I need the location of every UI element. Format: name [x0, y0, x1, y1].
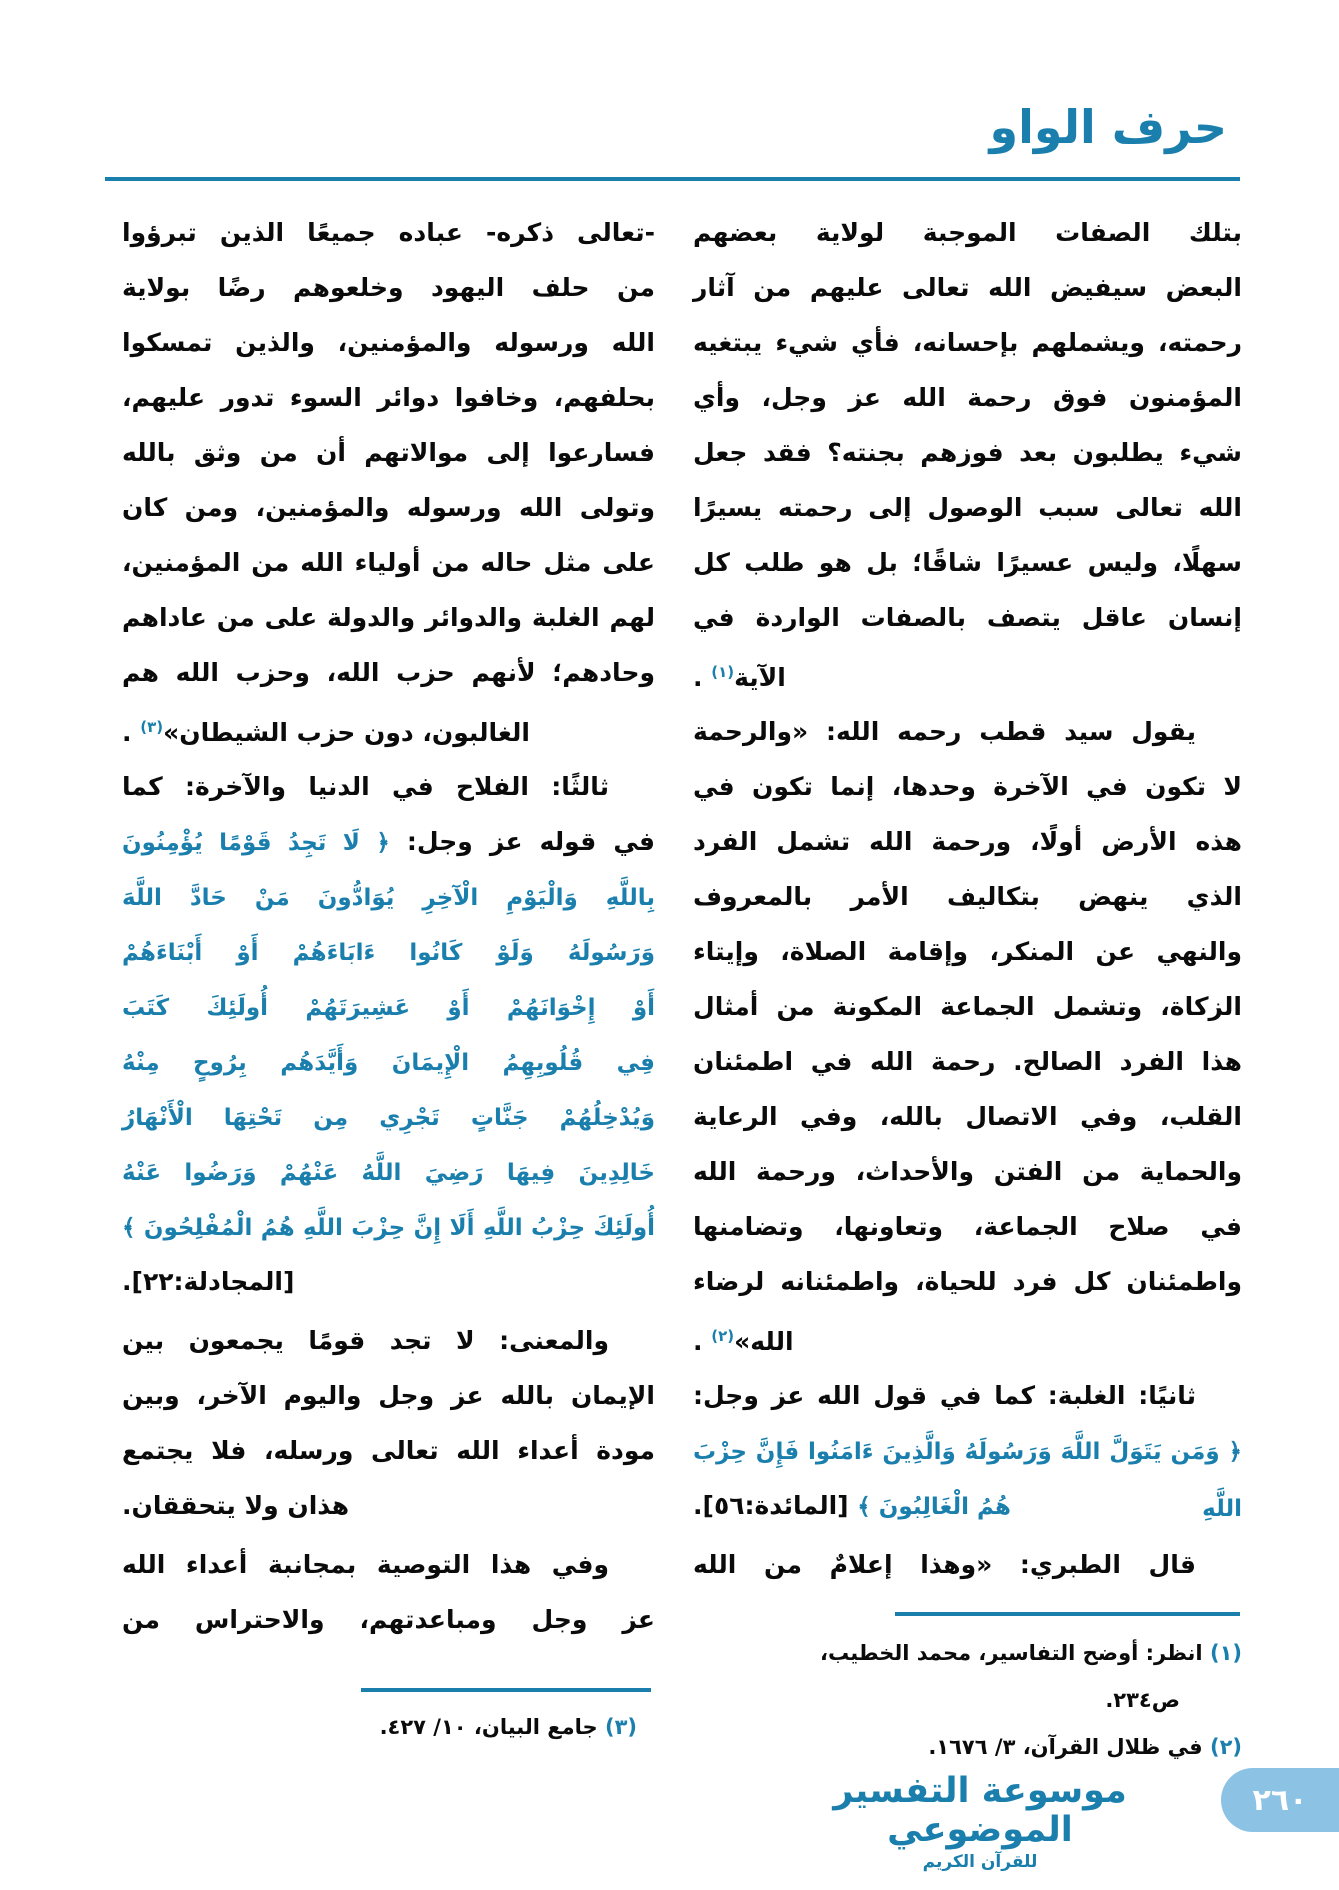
text-line	[122, 315, 655, 370]
text-line	[122, 535, 655, 590]
text-line	[693, 759, 1242, 814]
text-line	[693, 1144, 1242, 1199]
body-text: وفي هذا التوصية بمجانبة أعداء الله	[122, 1550, 609, 1579]
body-text: الإيمان بالله عز وجل واليوم الآخر، وبين	[122, 1381, 655, 1410]
text-line	[693, 645, 1242, 700]
footnote-ref: (١)	[711, 663, 735, 681]
text-line	[122, 1144, 655, 1199]
page-header-calligraphy: حرف الواو	[989, 100, 1227, 154]
body-text: والمعنى: لا تجد قومًا يجمعون بين	[122, 1326, 609, 1355]
body-text: [المائدة:٥٦].	[693, 1491, 858, 1520]
text-line	[122, 480, 655, 535]
text-line	[693, 1724, 1242, 1771]
text-line	[693, 315, 1242, 370]
body-text: الله ورسوله والمؤمنين، والذين تمسكوا	[122, 328, 655, 357]
body-text: هذا الفرد الصالح. رحمة الله في اطمئنان	[693, 1047, 1242, 1076]
quran-text: بِاللَّهِ وَالْيَوْمِ الْآخِرِ يُوَادُّونَ مَنْ حَادَّ اللَّهَ	[122, 885, 655, 911]
body-text: -تعالى ذكره- عباده جميعًا الذين تبرؤوا	[122, 218, 655, 247]
body-text: ثالثًا: الفلاح في الدنيا والآخرة: كما	[122, 772, 609, 801]
text-line	[122, 425, 655, 480]
text-line	[693, 1368, 1242, 1423]
text-line	[122, 205, 655, 260]
quran-text: ﴿ لَا تَجِدُ قَوْمًا يُؤْمِنُونَ	[122, 830, 390, 856]
body-text: .	[122, 718, 141, 747]
body-text: واطمئنان كل فرد للحياة، واطمئنانه لرضاء	[693, 1267, 1242, 1296]
body-text: من حلف اليهود وخلعوهم رضًا بولاية	[122, 273, 655, 302]
text-column-left	[122, 205, 655, 1647]
text-line	[693, 1254, 1242, 1309]
body-text: البعض سيفيض الله تعالى عليهم من آثار	[693, 273, 1242, 302]
footnote-text: ص٢٣٤.	[1105, 1688, 1180, 1712]
body-text: رحمته، ويشملهم بإحسانه، فأي شيء يبتغيه	[693, 328, 1242, 357]
text-line	[122, 759, 655, 814]
text-line	[122, 1089, 655, 1144]
quran-text: فِي قُلُوبِهِمُ الْإِيمَانَ وَأَيَّدَهُم بِرُوحٍ مِنْهُ	[122, 1050, 655, 1076]
body-text: على مثل حاله من أولياء الله من المؤمنين،	[122, 548, 655, 577]
text-line	[693, 979, 1242, 1034]
text-line	[122, 1478, 655, 1533]
text-line	[693, 704, 1242, 759]
footnotes-left	[122, 1704, 637, 1751]
body-text: يقول سيد قطب رحمه الله: «والرحمة	[693, 717, 1196, 746]
text-line	[122, 814, 655, 869]
text-line	[693, 1478, 1242, 1533]
text-line	[122, 1423, 655, 1478]
text-line	[693, 1199, 1242, 1254]
footnote-separator-left	[361, 1688, 651, 1692]
text-line	[693, 260, 1242, 315]
text-line	[122, 700, 655, 755]
body-text: وحادهم؛ لأنهم حزب الله، وحزب الله هم	[122, 658, 655, 687]
body-text: شيء يطلبون بعد فوزهم بجنته؟ فقد جعل	[693, 438, 1242, 467]
quran-text: وَيُدْخِلُهُمْ جَنَّاتٍ تَجْرِي مِن تَحْتِهَا الْأَنْهَارُ	[122, 1105, 655, 1131]
quran-text: وَرَسُولَهُ وَلَوْ كَانُوا ءَابَاءَهُمْ أَوْ أَبْنَاءَهُمْ	[122, 940, 655, 966]
quran-text: هُمُ الْغَالِبُونَ ﴾	[857, 1494, 1011, 1520]
text-line	[693, 1034, 1242, 1089]
body-text: مودة أعداء الله تعالى ورسله، فلا يجتمع	[122, 1436, 655, 1465]
body-text: المؤمنون فوق رحمة الله عز وجل، وأي	[693, 383, 1242, 412]
body-text: قال الطبري: «وهذا إعلامٌ من الله	[693, 1550, 1196, 1579]
text-line	[122, 1704, 637, 1751]
body-text: الذي ينهض بتكاليف الأمر بالمعروف	[693, 882, 1242, 911]
body-text: بتلك الصفات الموجبة لولاية بعضهم	[693, 218, 1242, 247]
text-line	[122, 260, 655, 315]
text-line	[693, 1537, 1242, 1592]
body-text: .	[693, 663, 712, 692]
text-line	[122, 1368, 655, 1423]
body-text: [المجادلة:٢٢].	[122, 1267, 295, 1296]
body-text: القلب، وفي الاتصال بالله، وفي الرعاية	[693, 1102, 1242, 1131]
text-line	[693, 814, 1242, 869]
text-column-right	[693, 205, 1242, 1592]
header-rule	[105, 177, 1240, 181]
quran-text: خَالِدِينَ فِيهَا رَضِيَ اللَّهُ عَنْهُمْ وَرَضُوا عَنْهُ	[122, 1160, 655, 1186]
text-line	[693, 535, 1242, 590]
footnote-separator-right	[895, 1612, 1240, 1616]
text-line	[693, 205, 1242, 260]
body-text: في قوله عز وجل:	[389, 827, 655, 856]
text-line	[122, 924, 655, 979]
text-line	[693, 370, 1242, 425]
text-line	[122, 1199, 655, 1254]
body-text: ثانيًا: الغلبة: كما في قول الله عز وجل:	[693, 1381, 1196, 1410]
text-line	[693, 1089, 1242, 1144]
footnote-text: في ظلال القرآن، ٣/ ١٦٧٦.	[928, 1735, 1203, 1759]
body-text: الغالبون، دون حزب الشيطان»	[163, 718, 530, 747]
text-line	[122, 979, 655, 1034]
text-line	[122, 645, 655, 700]
quran-text: أُولَئِكَ حِزْبُ اللَّهِ أَلَا إِنَّ حِزْبَ اللَّهِ هُمُ الْمُفْلِحُونَ ﴾	[122, 1215, 655, 1241]
body-text: فسارعوا إلى موالاتهم أن من وثق بالله	[122, 438, 655, 467]
text-line	[122, 1592, 655, 1647]
body-text: والنهي عن المنكر، وإقامة الصلاة، وإيتاء	[693, 937, 1242, 966]
body-text: الله تعالى سبب الوصول إلى رحمته يسيرًا	[693, 493, 1242, 522]
text-line	[693, 480, 1242, 535]
body-text: والحماية من الفتن والأحداث، ورحمة الله	[693, 1157, 1242, 1186]
text-line	[122, 1537, 655, 1592]
text-line	[693, 590, 1242, 645]
body-text: في صلاح الجماعة، وتعاونها، وتضامنها	[693, 1212, 1242, 1241]
footnotes-right	[693, 1630, 1242, 1771]
body-text: الآية	[734, 663, 786, 692]
text-line	[693, 924, 1242, 979]
text-line	[122, 869, 655, 924]
publisher-logo-title: موسوعة التفسير الموضوعي	[833, 1771, 1127, 1850]
publisher-logo	[770, 1772, 1190, 1872]
footnote-ref: (٢)	[711, 1327, 735, 1345]
body-text: هذه الأرض أولًا، ورحمة الله تشمل الفرد	[693, 827, 1242, 856]
text-line	[693, 1677, 1242, 1724]
footnote-text: انظر: أوضح التفاسير، محمد الخطيب،	[819, 1641, 1203, 1665]
body-text: سهلًا، وليس عسيرًا شاقًا؛ بل هو طلب كل	[693, 548, 1242, 577]
footnote-ref: (٣)	[140, 718, 164, 736]
text-line	[122, 1254, 655, 1309]
body-text: بحلفهم، وخافوا دوائر السوء تدور عليهم،	[122, 383, 655, 412]
footnote-marker: (١)	[1202, 1641, 1242, 1665]
text-line	[122, 370, 655, 425]
publisher-logo-subtitle: للقرآن الكريم	[922, 1852, 1038, 1872]
footnote-marker: (٣)	[597, 1715, 637, 1739]
footnote-marker: (٢)	[1202, 1735, 1242, 1759]
quran-text: أَوْ إِخْوَانَهُمْ أَوْ عَشِيرَتَهُمْ أُولَئِكَ كَتَبَ	[122, 995, 655, 1021]
text-line	[693, 425, 1242, 480]
text-line	[693, 1309, 1242, 1364]
text-line	[693, 869, 1242, 924]
body-text: .	[693, 1327, 712, 1356]
body-text: وتولى الله ورسوله والمؤمنين، ومن كان	[122, 493, 655, 522]
page-number: ٢٦٠	[1252, 1782, 1308, 1818]
body-text: عز وجل ومباعدتهم، والاحتراس من	[122, 1605, 655, 1634]
text-line	[693, 1630, 1242, 1677]
body-text: إنسان عاقل يتصف بالصفات الواردة في	[693, 603, 1242, 632]
body-text: لا تكون في الآخرة وحدها، إنما تكون في	[693, 772, 1242, 801]
text-line	[122, 1313, 655, 1368]
page-number-badge	[1221, 1768, 1339, 1832]
quran-text: ﴿ وَمَن يَتَوَلَّ اللَّهَ وَرَسُولَهُ وَالَّذِينَ ءَامَنُوا فَإِنَّ حِزْبَ اللَّهِ	[693, 1439, 1242, 1522]
body-text: هذان ولا يتحققان.	[122, 1491, 350, 1520]
text-line	[122, 590, 655, 645]
text-line	[122, 1034, 655, 1089]
footnote-text: جامع البيان، ١٠/ ٤٢٧.	[379, 1715, 598, 1739]
body-text: لهم الغلبة والدوائر والدولة على من عاداهم	[122, 603, 655, 632]
body-text: الزكاة، وتشمل الجماعة المكونة من أمثال	[693, 992, 1242, 1021]
body-text: الله»	[734, 1327, 794, 1356]
